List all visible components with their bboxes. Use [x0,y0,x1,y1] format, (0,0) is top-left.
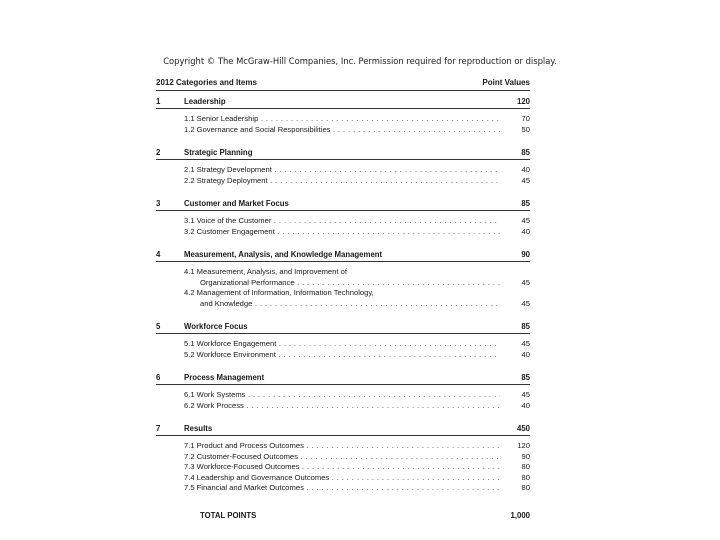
item-label: 5.1 Workforce Engagement . . . [184,339,500,349]
item-label: 1.2 Governance and Social Responsibilities . . . [184,125,500,135]
item-points: 80 [521,483,530,492]
item-points: 45 [521,390,530,399]
category-items [156,160,530,193]
item-row [184,176,530,187]
category-title: Process Management [184,373,265,382]
item-label: 3.1 Voice of the Customer . . . [184,216,500,226]
item-label: 3.2 Customer Engagement . . . [184,227,500,237]
item-points: 50 [521,124,530,134]
item-row [184,216,530,227]
category-title: Workforce Focus [184,322,248,331]
category-row [156,320,530,334]
category-number: 5 [156,322,161,331]
category-items [156,385,530,418]
item-label: 1.1 Senior Leadership . . . [184,114,500,124]
item-label: 4.1 Measurement, Analysis, and Improvement of [184,267,347,276]
item-label: 6.1 Work Systems . . . [184,390,500,400]
category-points: 120 [516,97,530,106]
item-label: 2.2 Strategy Deployment . . . [184,176,500,186]
item-row-continued [184,299,530,310]
item-label: 7.2 Customer-Focused Outcomes . . . [184,452,500,462]
category-title: Strategic Planning [184,148,253,157]
item-label: 5.2 Workforce Environment . . . [184,350,500,360]
item-row [184,483,530,494]
item-points: 45 [521,298,530,308]
item-points: 45 [521,339,530,348]
category-number: 1 [156,97,161,106]
category-row [156,422,530,436]
category-items [156,211,530,244]
category-row [156,371,530,385]
item-row [184,227,530,238]
category-items [156,262,530,316]
category-items [156,436,530,501]
header-categories-label: 2012 Categories and Items [156,78,257,87]
category-row [156,197,530,211]
total-label: TOTAL POINTS [200,510,257,520]
item-points: 40 [521,226,530,236]
item-label-continued: and Knowledge . . . [184,299,500,309]
total-row [156,511,530,525]
item-row [184,462,530,473]
category-points: 90 [521,250,530,259]
item-points: 90 [521,451,530,461]
item-row-continued [184,278,530,289]
category-number: 3 [156,199,161,208]
item-points: 45 [521,277,530,287]
category-points: 450 [516,424,530,433]
category-title: Measurement, Analysis, and Knowledge Management [184,250,383,259]
item-label-continued: Organizational Performance . . . [184,278,500,288]
item-label: 7.5 Financial and Market Outcomes . . . [184,483,500,493]
category-row [156,146,530,160]
item-points: 40 [521,349,530,359]
item-row [184,114,530,125]
item-points: 45 [521,175,530,185]
category-row [156,248,530,262]
category-title: Customer and Market Focus [184,199,289,208]
category-number: 2 [156,148,161,157]
item-label: 7.3 Workforce-Focused Outcomes . . . [184,462,500,472]
category-number: 7 [156,424,161,433]
item-row [184,125,530,136]
category-points: 85 [521,373,530,382]
item-row [184,165,530,176]
item-points: 40 [521,400,530,410]
item-row [184,441,530,452]
category-items [156,334,530,367]
category-title: Results [184,424,213,433]
copyright-notice: Copyright © The McGraw-Hill Companies, Inc. Permission required for reproduction or display. [163,56,557,66]
item-row [184,350,530,361]
total-points: 1,000 [510,510,530,520]
item-row [184,401,530,412]
category-points: 85 [521,199,530,208]
category-points: 85 [521,148,530,157]
item-label: 7.1 Product and Process Outcomes . . . [184,441,500,451]
item-row [184,339,530,350]
item-points: 70 [521,114,530,123]
category-title: Leadership [184,97,226,106]
item-points: 80 [521,462,530,471]
item-row [184,452,530,463]
item-label: 7.4 Leadership and Governance Outcomes . . . [184,473,500,483]
item-row [184,288,530,299]
item-label: 2.1 Strategy Development . . . [184,165,500,175]
item-row [184,267,530,278]
category-row [156,95,530,109]
item-points: 120 [517,441,530,450]
category-points: 85 [521,322,530,331]
item-label: 4.2 Management of Information, Information Technology, [184,288,374,297]
category-number: 6 [156,373,161,382]
table-header [156,76,530,91]
item-label: 6.2 Work Process . . . [184,401,500,411]
item-points: 40 [521,165,530,174]
header-points-label: Point Values [482,78,530,87]
item-points: 45 [521,216,530,225]
item-row [184,390,530,401]
item-row [184,473,530,484]
category-items [156,109,530,142]
point-values-table [156,76,530,525]
category-list [156,95,530,501]
item-points: 80 [521,472,530,482]
category-number: 4 [156,250,161,259]
